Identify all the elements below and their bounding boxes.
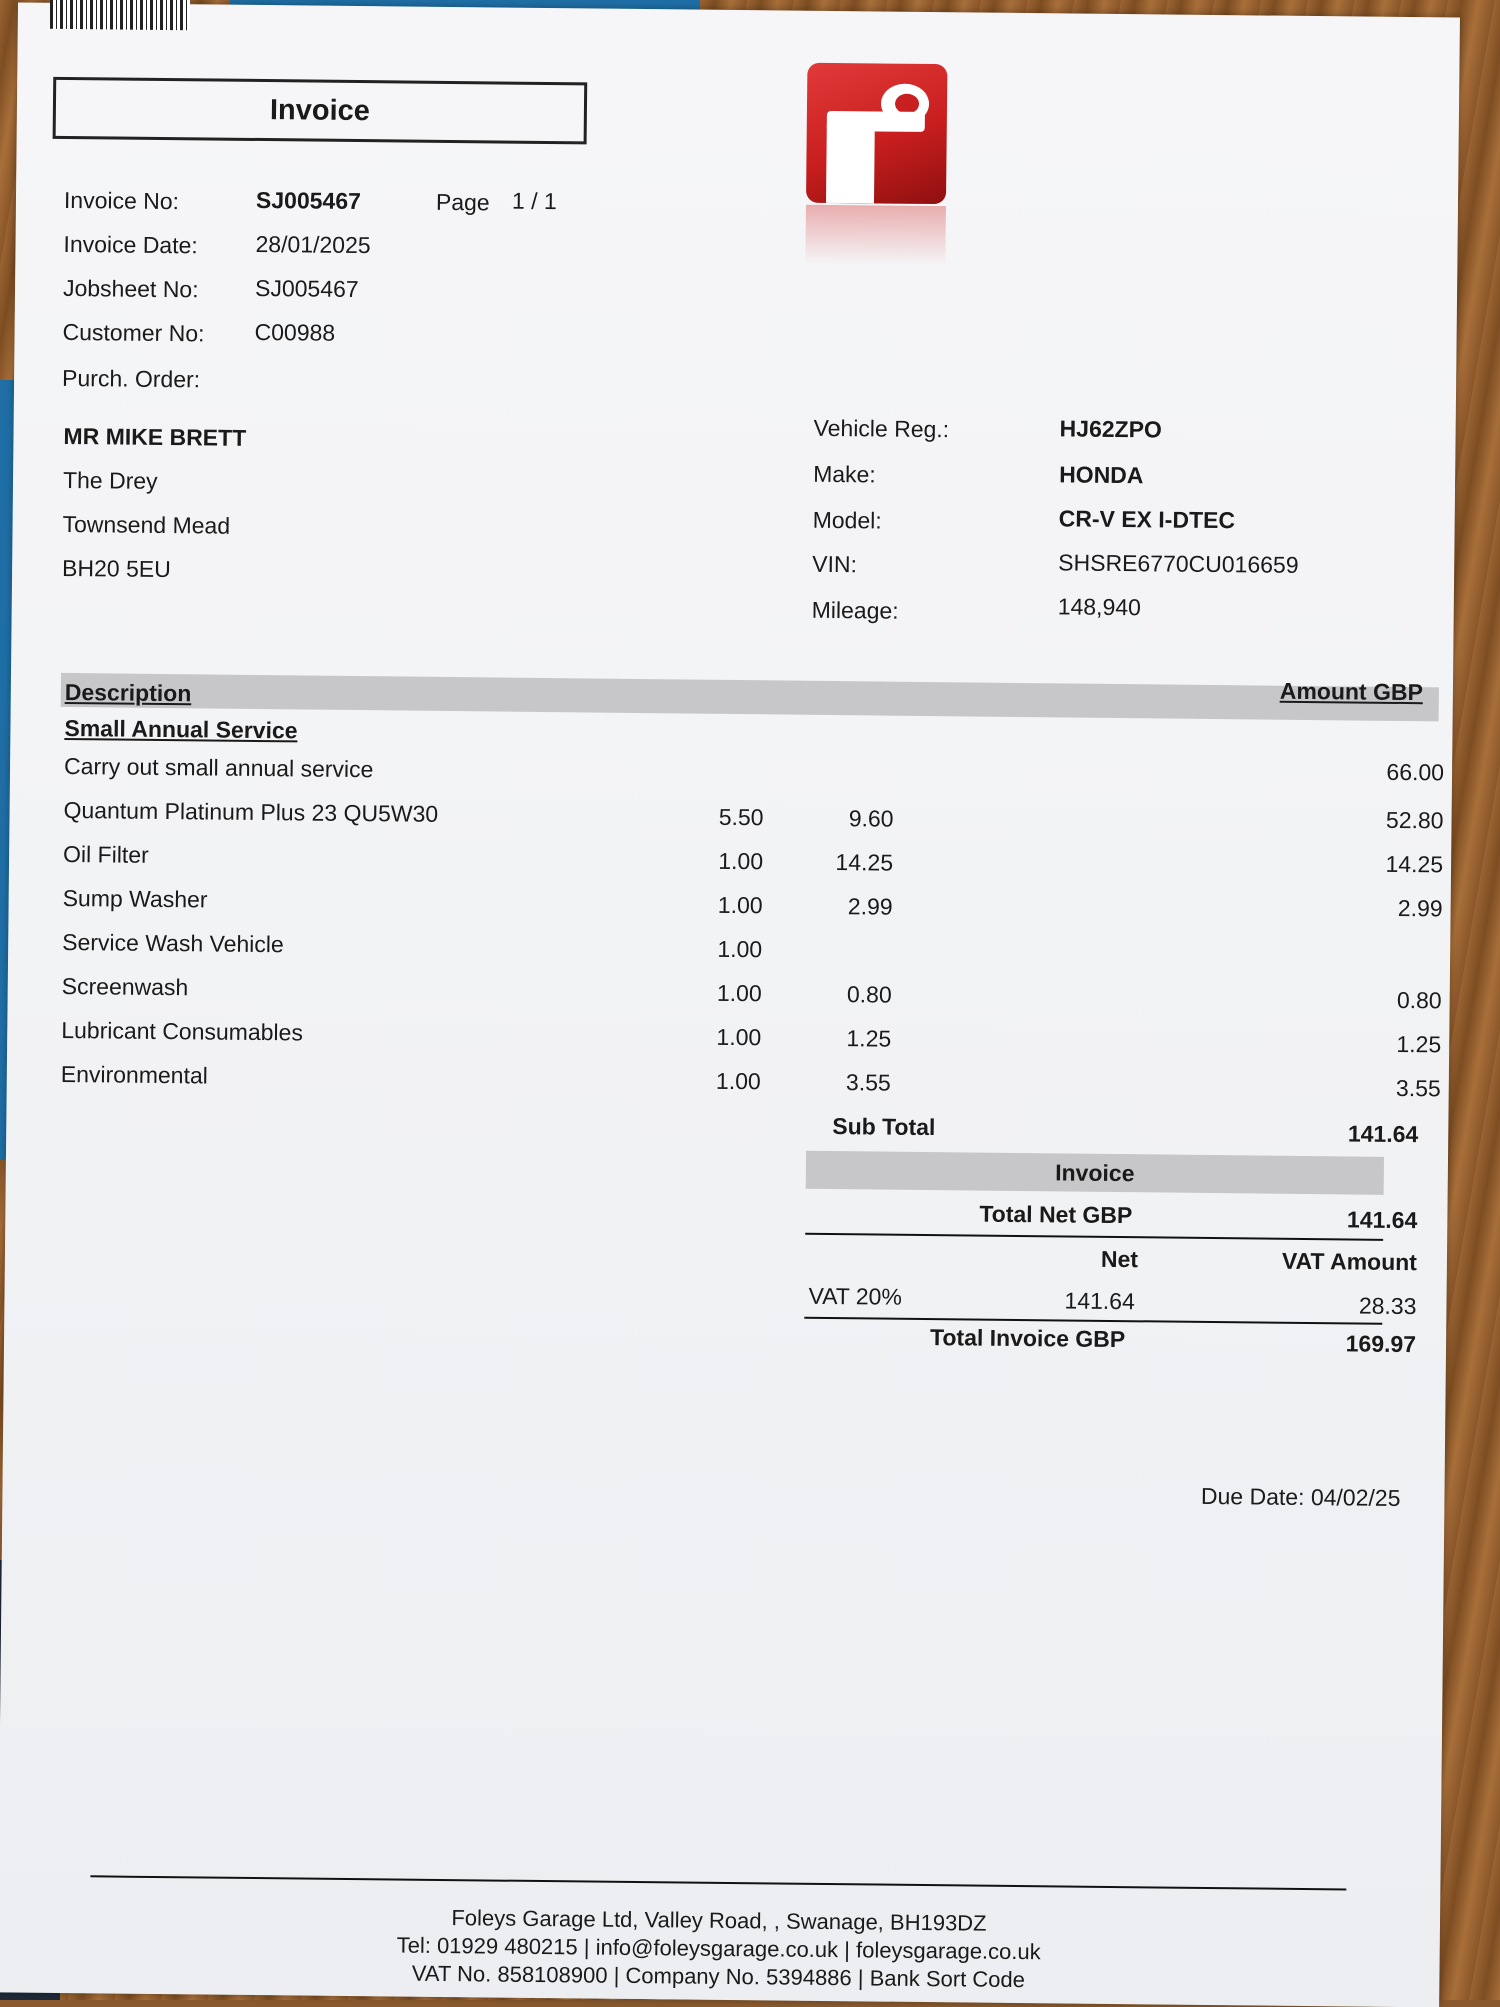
table-row xyxy=(63,841,1443,887)
net-column-header: Net xyxy=(1100,1245,1139,1273)
line-description: Quantum Platinum Plus 23 QU5W30 xyxy=(63,796,439,827)
line-amount: 1.25 xyxy=(1396,1030,1442,1058)
invoice-date-label: Invoice Date: xyxy=(63,230,198,259)
vehicle-reg-value: HJ62ZPO xyxy=(1059,415,1163,443)
total-invoice-value: 169.97 xyxy=(1345,1330,1417,1358)
line-unit-price xyxy=(804,761,894,762)
page-value: 1 / 1 xyxy=(511,187,557,215)
foleys-logo-icon xyxy=(806,63,947,204)
total-net-value: 141.64 xyxy=(1346,1206,1418,1234)
table-row xyxy=(61,1017,1441,1063)
line-quantity: 5.50 xyxy=(718,803,764,831)
vat-amount-value: 28.33 xyxy=(1358,1292,1417,1320)
line-amount: 2.99 xyxy=(1397,894,1443,922)
line-description: Oil Filter xyxy=(62,840,149,868)
invoice-date-value: 28/01/2025 xyxy=(255,230,371,259)
line-amount: 66.00 xyxy=(1386,758,1445,786)
description-header: Description xyxy=(64,678,192,707)
vehicle-mileage-value: 148,940 xyxy=(1057,593,1142,621)
logo-f-stem-shape xyxy=(826,125,875,203)
total-net-label: Total Net GBP xyxy=(979,1200,1133,1229)
vat-amount-column-header: VAT Amount xyxy=(1281,1247,1418,1276)
invoice-summary-header-label: Invoice xyxy=(1055,1158,1135,1186)
line-quantity: 1.00 xyxy=(716,979,762,1007)
invoice-no-label: Invoice No: xyxy=(63,186,180,215)
customer-no-value: C00988 xyxy=(254,318,336,346)
subtotal-label: Sub Total xyxy=(832,1113,936,1141)
line-quantity xyxy=(684,759,764,760)
line-unit-price: 14.25 xyxy=(835,849,894,876)
customer-no-label: Customer No: xyxy=(62,318,205,347)
footer-contact: Tel: 01929 480215 | info@foleysgarage.co.uk | foleysgarage.co.uk xyxy=(396,1932,1041,1965)
section-title: Small Annual Service xyxy=(64,714,298,744)
barcode-sticker xyxy=(50,0,190,30)
line-description: Screenwash xyxy=(61,972,189,1001)
table-row xyxy=(63,797,1443,843)
line-quantity: 1.00 xyxy=(715,1067,761,1095)
footer-divider xyxy=(90,1875,1346,1890)
table-row xyxy=(62,885,1442,931)
logo-reflection xyxy=(805,205,946,266)
line-unit-price: 0.80 xyxy=(846,981,892,1008)
line-amount: 14.25 xyxy=(1385,850,1444,878)
line-amount: 52.80 xyxy=(1385,806,1444,834)
vehicle-vin-value: SHSRE6770CU016659 xyxy=(1058,549,1299,578)
invoice-summary-header xyxy=(806,1151,1384,1195)
vehicle-mileage-label: Mileage: xyxy=(811,596,899,624)
line-description: Lubricant Consumables xyxy=(61,1016,304,1046)
vehicle-make-value: HONDA xyxy=(1059,461,1144,489)
total-invoice-label: Total Invoice GBP xyxy=(929,1324,1126,1353)
customer-address-line-2: Townsend Mead xyxy=(62,510,231,539)
vehicle-model-value: CR-V EX I-DTEC xyxy=(1058,505,1236,534)
line-description: Carry out small annual service xyxy=(63,752,374,783)
vehicle-vin-label: VIN: xyxy=(812,550,858,578)
footer-registration: VAT No. 858108900 | Company No. 5394886 | Bank Sort Code xyxy=(411,1960,1026,1993)
table-row xyxy=(64,753,1444,799)
jobsheet-no-label: Jobsheet No: xyxy=(62,274,199,303)
vehicle-reg-label: Vehicle Reg.: xyxy=(813,414,950,443)
line-unit-price xyxy=(802,937,892,938)
vehicle-model-label: Model: xyxy=(812,506,882,534)
purch-order-label: Purch. Order: xyxy=(61,364,201,393)
vat-net-value: 141.64 xyxy=(1064,1287,1135,1315)
invoice-paper xyxy=(0,2,1460,2007)
summary-divider xyxy=(805,1233,1383,1241)
amount-header: Amount GBP xyxy=(1279,677,1424,706)
table-header-bar xyxy=(61,673,1439,721)
page-label: Page xyxy=(435,188,490,216)
line-quantity: 1.00 xyxy=(716,1023,762,1051)
customer-name: MR MIKE BRETT xyxy=(63,422,247,451)
line-quantity: 1.00 xyxy=(717,935,763,963)
summary-divider xyxy=(804,1317,1382,1325)
line-description: Sump Washer xyxy=(62,884,208,913)
subtotal-value: 141.64 xyxy=(1347,1120,1419,1148)
line-description: Environmental xyxy=(60,1060,208,1089)
line-unit-price: 1.25 xyxy=(846,1025,892,1052)
line-quantity: 1.00 xyxy=(718,847,764,875)
invoice-title-box xyxy=(53,77,588,145)
vat-rate-label: VAT 20% xyxy=(808,1282,902,1310)
due-date: Due Date: 04/02/25 xyxy=(1200,1482,1401,1512)
line-unit-price: 3.55 xyxy=(845,1069,891,1096)
invoice-title: Invoice xyxy=(269,93,371,127)
table-row xyxy=(62,929,1442,975)
table-row xyxy=(62,973,1442,1019)
line-amount: 0.80 xyxy=(1396,986,1442,1014)
line-amount: 3.55 xyxy=(1395,1074,1441,1102)
table-row xyxy=(61,1061,1441,1107)
jobsheet-no-value: SJ005467 xyxy=(254,274,359,303)
invoice-no-value: SJ005467 xyxy=(255,186,362,215)
customer-address-postcode: BH20 5EU xyxy=(61,554,171,583)
customer-address-line-1: The Drey xyxy=(62,466,158,494)
line-amount xyxy=(1292,942,1442,944)
footer-address: Foleys Garage Ltd, Valley Road, , Swanage, BH193DZ xyxy=(451,1905,987,1936)
line-quantity: 1.00 xyxy=(717,891,763,919)
line-unit-price: 2.99 xyxy=(847,893,893,920)
line-description: Service Wash Vehicle xyxy=(62,928,284,958)
line-unit-price: 9.60 xyxy=(848,805,894,832)
vehicle-make-label: Make: xyxy=(813,460,876,488)
